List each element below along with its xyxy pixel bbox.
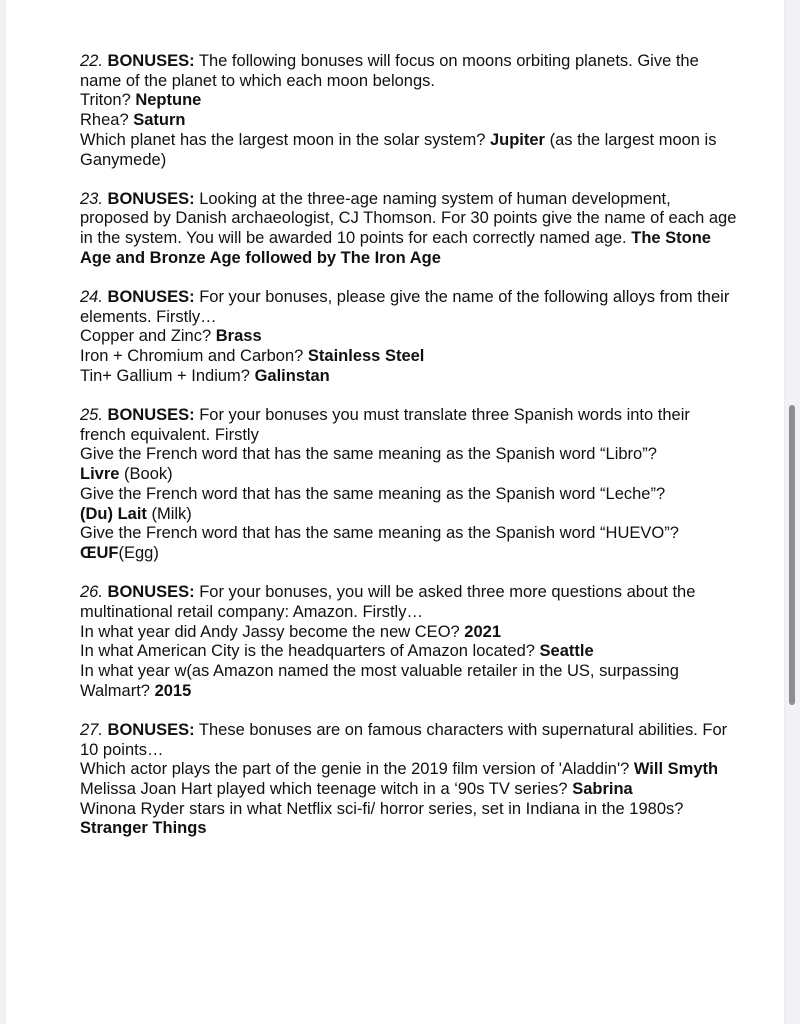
answer-note: (as the largest moon is Ganymede) [80, 130, 717, 169]
bonus-answer: Stranger Things [80, 819, 207, 838]
question-22 [80, 52, 740, 170]
question-number: 27. [80, 720, 103, 739]
bonus-question: Give the French word that has the same meaning as the Spanish word “Leche”? [80, 484, 666, 503]
bonus-line [80, 642, 740, 662]
bonus-line [80, 760, 740, 780]
bonus-line [80, 111, 740, 131]
question-number: 23. [80, 189, 103, 208]
bonus-line [80, 662, 740, 701]
scrollbar[interactable] [788, 0, 798, 1024]
intro-text: The following bonuses will focus on moons orbiting planets. Give the name of the planet to which each moon belongs. [80, 52, 699, 90]
bonus-answer: 2021 [464, 622, 502, 641]
question-number: 26. [80, 583, 103, 602]
bonus-question: Which planet has the largest moon in the solar system? [80, 130, 490, 149]
question-number: 25. [80, 406, 103, 425]
question-number: 24. [80, 288, 103, 307]
intro-text: For your bonuses, please give the name of the following alloys from their elements. Firstly… [80, 288, 730, 326]
bonuses-label: BONUSES: [107, 288, 195, 307]
question-27 [80, 721, 740, 839]
document-content [80, 52, 740, 859]
intro-text: For your bonuses you must translate three Spanish words into their french equivalent. Firstly [80, 406, 690, 444]
bonus-question: Rhea? [80, 111, 134, 130]
bonus-answer: Jupiter [489, 130, 545, 149]
bonus-answer: Stainless Steel [307, 347, 425, 366]
bonus-line [80, 91, 740, 111]
bonus-question: In what American City is the headquarters of Amazon located? [80, 642, 540, 661]
bonus-line [80, 347, 740, 367]
bonus-answer: The Stone Age and Bronze Age followed by The Iron Age [80, 229, 711, 267]
bonus-question: In what year did Andy Jassy become the new CEO? [80, 622, 465, 641]
bonus-question: Copper and Zinc? [80, 327, 216, 346]
bonuses-label: BONUSES: [107, 406, 195, 425]
bonus-answer: (Du) Lait [80, 504, 147, 523]
bonus-answer: Livre [80, 465, 120, 484]
question-25 [80, 406, 740, 564]
question-intro [80, 190, 740, 269]
bonus-question: Tin+ Gallium + Indium? [80, 366, 255, 385]
bonus-line [80, 131, 740, 170]
bonus-answer: Saturn [133, 111, 186, 130]
bonuses-label: BONUSES: [107, 720, 195, 739]
bonus-answer: ŒUF [80, 543, 119, 562]
bonus-answer-line [80, 465, 740, 485]
question-24 [80, 288, 740, 387]
bonuses-label: BONUSES: [107, 189, 195, 208]
question-26 [80, 583, 740, 701]
question-intro [80, 583, 740, 622]
bonus-line [80, 367, 740, 387]
question-23 [80, 190, 740, 269]
bonus-line [80, 623, 740, 643]
bonus-question: Melissa Joan Hart played which teenage witch in a ‘90s TV series? [80, 780, 573, 798]
question-intro [80, 52, 740, 91]
bonus-answer-line [80, 505, 740, 525]
answer-note: (Book) [119, 465, 173, 484]
answer-note: (Egg) [118, 543, 159, 562]
bonus-answer: Sabrina [572, 780, 633, 798]
bonuses-label: BONUSES: [107, 52, 195, 70]
intro-text: Looking at the three-age naming system of human development, proposed by Danish archaeologist, CJ Thomson. For 30 points give the name of each age in the system. You will be awarded 10 points for each correctly named age. [80, 189, 737, 248]
scrollbar-thumb[interactable] [789, 405, 795, 705]
bonus-answer: Seattle [539, 642, 594, 661]
bonus-answer: Will Smyth [633, 760, 719, 779]
intro-text: For your bonuses, you will be asked three more questions about the multinational retail company: Amazon. Firstly… [80, 583, 696, 621]
bonus-line [80, 327, 740, 347]
question-intro [80, 288, 740, 327]
bonus-question: Iron + Chromium and Carbon? [80, 347, 308, 366]
bonuses-label: BONUSES: [107, 583, 195, 602]
bonus-question: Triton? [80, 91, 136, 110]
answer-note: (Milk) [146, 504, 192, 523]
bonus-question: Give the French word that has the same meaning as the Spanish word “Libro”? [80, 445, 657, 464]
bonus-answer: 2015 [154, 681, 192, 700]
document-page [6, 0, 784, 1024]
bonus-answer: Galinstan [254, 366, 330, 385]
bonus-question: Give the French word that has the same meaning as the Spanish word “HUEVO”? [80, 524, 679, 543]
bonus-line [80, 780, 740, 800]
bonus-answer: Brass [215, 327, 262, 346]
bonus-question: Which actor plays the part of the genie in the 2019 film version of 'Aladdin'? [80, 760, 634, 779]
question-intro [80, 406, 740, 445]
bonus-answer: Neptune [135, 91, 202, 110]
question-intro [80, 721, 740, 760]
bonus-question: In what year w(as Amazon named the most valuable retailer in the US, surpassing Walmart? [80, 661, 679, 700]
bonus-question: Winona Ryder stars in what Netflix sci-fi/ horror series, set in Indiana in the 1980s? [80, 799, 684, 818]
intro-text: These bonuses are on famous characters with supernatural abilities. For 10 points… [80, 720, 728, 759]
question-number: 22. [80, 52, 103, 70]
bonus-answer-line [80, 819, 740, 839]
bonus-answer-line [80, 544, 740, 564]
